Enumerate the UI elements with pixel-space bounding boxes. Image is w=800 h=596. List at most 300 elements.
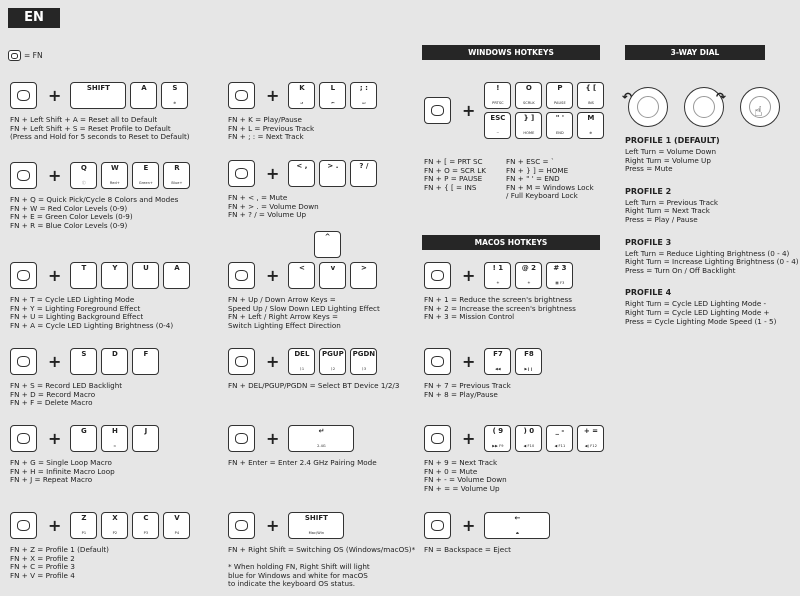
key-sublabel: ∞ [113,443,117,448]
key-sublabel: P1 [81,530,87,535]
key-label: ( 9 [492,427,504,435]
key-sublabel: HOME [523,130,535,135]
fn-key [228,348,255,375]
key-label: ) 0 [523,427,535,435]
plus-sign: + [266,515,280,535]
key [70,348,97,375]
key-label: V [174,514,180,522]
key [101,262,128,289]
hotkey-combo [228,512,348,539]
description-line: FN + V = Profile 4 [10,570,75,580]
plus-sign: + [48,265,62,285]
key [319,82,346,109]
plus-sign: + [462,265,476,285]
key-label: ↵ [318,427,325,435]
key-sublabel: P3 [143,530,149,535]
key-label: A [174,264,180,272]
plus-sign: + [266,163,280,183]
hotkey-combo [10,425,163,452]
key-label: M [587,114,595,122]
key [515,425,542,452]
fn-icon [235,433,248,444]
key-sublabel: Green+ [138,180,153,185]
fn-key [424,348,451,375]
key [288,82,315,109]
key [132,425,159,452]
plus-sign: + [48,515,62,535]
key [132,512,159,539]
key-sublabel: ⏭ [362,100,366,105]
key-label: v [330,264,336,272]
key-sublabel: 2.4G [317,443,326,448]
profile-block [625,288,797,326]
fn-icon [431,520,444,531]
plus-sign: + [462,100,476,120]
description-line: FN + Left Shift + S = Reset Profile to Default [10,123,171,133]
fn-key [424,262,451,289]
macos-hotkeys-header: MACOS HOTKEYS [422,235,600,250]
plus-sign: + [48,165,62,185]
fn-icon [17,170,30,181]
description-line: FN + X = Profile 2 [10,553,75,563]
profile-block [625,136,797,174]
hotkey-description [10,546,109,580]
key-sublabel: ◀◀ [495,366,501,371]
profile-title: PROFILE 2 [625,186,672,196]
description-line: FN + J = Repeat Macro [10,475,93,485]
hotkey-description [228,459,377,468]
key-label: + = [583,427,598,435]
fn-key [10,262,37,289]
fn-key [10,82,37,109]
key-sublabel: ⊕ [173,100,177,105]
hotkey-description [424,459,507,493]
key [161,82,188,109]
plus-sign: + [266,85,280,105]
key-label: @ 2 [521,264,537,272]
key-label: G [81,427,87,435]
key-sublabel: ᛒ2 [330,366,336,371]
plus-sign: + [266,428,280,448]
description-line: / Full Keyboard Lock [506,191,578,201]
key-label: > [360,264,367,272]
hotkey-description [228,382,399,391]
key [515,112,542,139]
key [101,512,128,539]
key-sublabel: ▶▶ F9 [492,443,504,448]
description-line: FN + 1 = Reduce the screen's brightness [424,295,573,304]
hotkey-description [228,194,319,220]
fn-icon [431,105,444,116]
key-label: Q [80,164,87,172]
key [515,348,542,375]
profile-line: Right Turn = Volume Up [625,155,711,165]
key-label: SHIFT [304,514,328,522]
profile-line: Right Turn = Cycle LED Lighting Mode - [625,299,767,309]
hotkey-description [424,296,576,322]
hotkey-description [424,546,511,555]
fn-key [10,348,37,375]
hotkey-combo [228,262,381,289]
key-label: K [299,84,305,92]
fn-icon [17,90,30,101]
description-line: FN + > . = Volume Down [228,201,319,211]
description-line: FN + < , = Mute [228,193,288,202]
dial-illustrations [622,82,782,130]
description-line: Switch Lighting Effect Direction [228,320,341,330]
description-line: FN + Z = Profile 1 (Default) [10,545,109,554]
description-line: FN + P = PAUSE [424,174,483,184]
fn-key [10,425,37,452]
hotkey-description [424,382,511,399]
hotkey-description [10,196,178,230]
key [288,512,344,539]
hotkey-description [10,459,115,485]
profile-line: Press = Mute [625,164,673,174]
fn-icon [235,520,248,531]
key [484,425,511,452]
profile-line: Left Turn = Reduce Lighting Brightness (0 - 4) [625,248,790,258]
windows-hotkeys-diagram [424,82,608,139]
description-line: FN + - = Volume Down [424,475,507,485]
key-label: W [111,164,119,172]
key-label: D [112,350,118,358]
profile-title: PROFILE 1 (DEFAULT) [625,136,720,145]
key-label: X [112,514,118,522]
description-line: FN + 0 = Mute [424,466,478,476]
fn-icon [235,356,248,367]
key [288,262,315,289]
hotkey-description [228,546,415,589]
plus-sign: + [266,265,280,285]
key-sublabel: ᛒ1 [299,366,305,371]
key-label: Z [81,514,87,522]
key [319,348,346,375]
key-label: ← [514,514,521,522]
key-label: PGDN [352,350,376,358]
key-sublabel: ⏮ [331,100,335,105]
key-label: J [144,427,148,435]
key [515,82,542,109]
hotkey-description [10,116,190,142]
key-label: L [330,84,336,92]
key [70,162,97,189]
fn-key [228,425,255,452]
key-label: # 3 [553,264,567,272]
key [163,512,190,539]
key-label: T [81,264,87,272]
key [350,82,377,109]
description-line: FN + Up / Down Arrow Keys = [228,295,336,304]
key [546,425,573,452]
fn-icon [235,90,248,101]
description-line: FN + E = Green Color Levels (0-9) [10,212,133,222]
key-label: ! 1 [492,264,504,272]
key-label: } ] [523,114,535,122]
key [288,160,315,187]
profile-block [625,187,797,225]
key-sublabel: ◀ F10 [523,443,535,448]
description-line: FN + U = Lighting Background Effect [10,312,144,322]
description-line: FN + } ] = HOME [506,165,569,175]
key [350,160,377,187]
hotkey-combo [228,160,381,187]
fn-key [228,512,255,539]
key-sublabel: ⏏ [515,530,520,535]
description-line: (Press and Hold for 5 seconds to Reset to Default) [10,132,190,142]
key-sublabel: ☀ [527,280,531,285]
hotkey-description [228,296,380,330]
description-line: FN + A = Cycle LED Lighting Brightness (0-4) [10,320,174,330]
key-label: ^ [324,233,331,241]
fn-legend-label: = FN [24,51,43,60]
key [101,425,128,452]
key-label: ? / [359,162,369,170]
description-line: FN + Y = Lighting Foreground Effect [10,303,141,313]
profile-block [625,238,797,276]
key [515,262,542,289]
language-badge: EN [8,8,60,28]
description-line: FN + [ = PRT SC [424,157,483,166]
key [70,262,97,289]
profile-line: Press = Play / Pause [625,214,698,224]
hotkey-description [10,382,122,408]
hotkey-combo [424,512,554,539]
key-sublabel: Blue+ [171,180,183,185]
key [132,262,159,289]
key [484,82,511,109]
hotkey-combo [424,425,608,452]
profile-line: Left Turn = Volume Down [625,147,717,156]
plus-sign: + [462,515,476,535]
hotkey-combo [10,82,192,109]
hotkey-description [228,116,314,142]
key-label: F7 [493,350,503,358]
description-line: FN + Right Shift = Switching OS (Windows/macOS)* [228,545,416,554]
description-line: FN + 9 = Next Track [424,458,498,467]
key-sublabel: PRTSC [492,100,504,105]
key-sublabel: ◀) F12 [584,443,598,448]
key-sublabel: P4 [174,530,180,535]
key [70,512,97,539]
key [577,425,604,452]
key [101,162,128,189]
key [350,348,377,375]
key-sublabel: END [555,130,564,135]
hotkey-combo [228,425,358,452]
key-label: " ' [555,114,565,122]
fn-key [424,512,451,539]
key-label: C [143,514,149,522]
key [70,425,97,452]
description-line: blue for Windows and white for macOS [228,570,368,580]
key [484,112,511,139]
key-label: E [143,164,149,172]
key-label: O [525,84,532,92]
fn-key [228,82,255,109]
fn-key [228,262,255,289]
description-line: FN + 2 = Increase the screen's brightness [424,303,576,313]
description-line: FN + ; : = Next Track [228,132,304,142]
description-line: FN + Enter = Enter 2.4 GHz Pairing Mode [228,458,377,467]
profile-title: PROFILE 3 [625,237,672,247]
hotkey-combo [424,348,546,375]
description-line: FN + DEL/PGUP/PGDN = Select BT Device 1/2/3 [228,381,400,390]
fn-icon [17,433,30,444]
hotkey-combo [10,162,194,189]
profile-line: Left Turn = Previous Track [625,197,719,207]
fn-icon [235,168,248,179]
dial-left-turn [628,87,668,127]
windows-hotkeys-desc-right [506,158,594,201]
key-sublabel: ▶❙❙ [524,366,534,371]
profile-line: Right Turn = Cycle LED Lighting Mode + [625,307,770,317]
description-line: FN + ? / = Volume Up [228,210,307,220]
key-sublabel: Red+ [109,180,120,185]
key-label: S [172,84,178,92]
key-label: < [298,264,305,272]
key [132,348,159,375]
description-line: FN + H = Infinite Macro Loop [10,466,115,476]
description-line: FN + 7 = Previous Track [424,381,511,390]
key-label: R [174,164,180,172]
key [350,262,377,289]
fn-icon [17,356,30,367]
key-sublabel: ⓘ [82,180,86,185]
key-label: F8 [524,350,534,358]
key [132,162,159,189]
fn-icon [17,520,30,531]
key-label: F [143,350,149,358]
windows-hotkeys-header: WINDOWS HOTKEYS [422,45,600,60]
windows-hotkeys-desc-left [424,158,486,192]
plus-sign: + [48,85,62,105]
fn-icon [431,270,444,281]
press-hand-icon: ☝ [754,104,763,120]
plus-sign: + [48,428,62,448]
profile-line: Right Turn = Increase Lighting Brightness (0 - 4) [625,257,799,267]
key [484,348,511,375]
key-sublabel: INS [587,100,594,105]
key [101,348,128,375]
key-label: > . [327,162,339,170]
key [163,262,190,289]
key-label: SHIFT [86,84,110,92]
description-line: FN + L = Previous Track [228,123,315,133]
hotkey-combo [10,262,194,289]
description-line: to indicate the keyboard OS status. [228,579,356,589]
key-sublabel: ~ [496,130,500,135]
description-line: FN + K = Play/Pause [228,115,302,124]
fn-icon [17,270,30,281]
hotkey-description [10,296,173,330]
description-line: FN + { [ = INS [424,182,477,192]
description-line: FN + Q = Quick Pick/Cycle 8 Colors and Modes [10,195,179,204]
description-line: FN + T = Cycle LED Lighting Mode [10,295,135,304]
key-label: ; : [359,84,368,92]
description-line: FN + ESC = ` [506,157,555,166]
plus-sign: + [266,351,280,371]
plus-sign: + [462,428,476,448]
arrow-up-key [314,231,341,258]
description-line: FN + O = SCR LK [424,165,486,175]
key [484,262,511,289]
key-label: DEL [294,350,310,358]
hotkey-combo [228,82,381,109]
fn-icon [235,270,248,281]
key [546,82,573,109]
fn-key [228,160,255,187]
left-turn-arrow-icon: ↶ [622,90,633,104]
key [546,262,573,289]
hotkey-combo [228,348,381,375]
key [163,162,190,189]
fn-key [10,512,37,539]
fn-key [10,162,37,189]
key-label: A [141,84,147,92]
description-line: FN + S = Record LED Backlight [10,381,123,390]
key-sublabel: ⏯ [300,100,304,105]
hotkey-combo [10,512,194,539]
key-sublabel: P2 [112,530,118,535]
key-label: S [81,350,87,358]
key-label: < , [296,162,308,170]
description-line: FN + 3 = Mission Control [424,312,515,322]
description-line: FN + = = Volume Up [424,483,500,493]
key [70,82,126,109]
fn-icon [431,433,444,444]
fn-legend [8,50,43,61]
key-label: H [111,427,118,435]
key [288,348,315,375]
key-label: P [557,84,563,92]
profile-title: PROFILE 4 [625,288,672,298]
key-sublabel: ▦ F3 [555,280,565,285]
description-line: FN + F = Delete Macro [10,398,93,408]
description-line: Speed Up / Slow Down LED Lighting Effect [228,303,380,313]
profile-line: Right Turn = Next Track [625,206,710,216]
key-label: U [143,264,149,272]
plus-sign: + [48,351,62,371]
key-label: ! [496,84,500,92]
description-line: FN + D = Record Macro [10,389,96,399]
description-line: FN = Backspace = Eject [424,545,511,554]
key-label: ESC [490,114,506,122]
description-line: FN + C = Profile 3 [10,562,75,572]
description-line: FN + " ' = END [506,174,560,184]
plus-sign: + [462,351,476,371]
key [288,425,354,452]
hotkey-combo [424,262,577,289]
description-line: * When holding FN, Right Shift will light [228,562,370,572]
dial-header: 3-WAY DIAL [625,45,765,60]
description-line: FN + Left Shift + A = Reset all to Default [10,115,158,124]
key [577,112,604,139]
key [546,112,573,139]
hotkey-combo [10,348,163,375]
key-sublabel: ◀ F11 [554,443,566,448]
key [319,262,346,289]
dial-profiles [625,136,797,339]
description-line: FN + R = Blue Color Levels (0-9) [10,220,128,230]
fn-key [424,97,451,124]
fn-key [424,425,451,452]
description-line: FN + G = Single Loop Macro [10,458,112,467]
key [130,82,157,109]
key-label: PGUP [322,350,344,358]
key-sublabel: PAUSE [554,100,566,105]
key-sublabel: ⊕ [589,130,593,135]
